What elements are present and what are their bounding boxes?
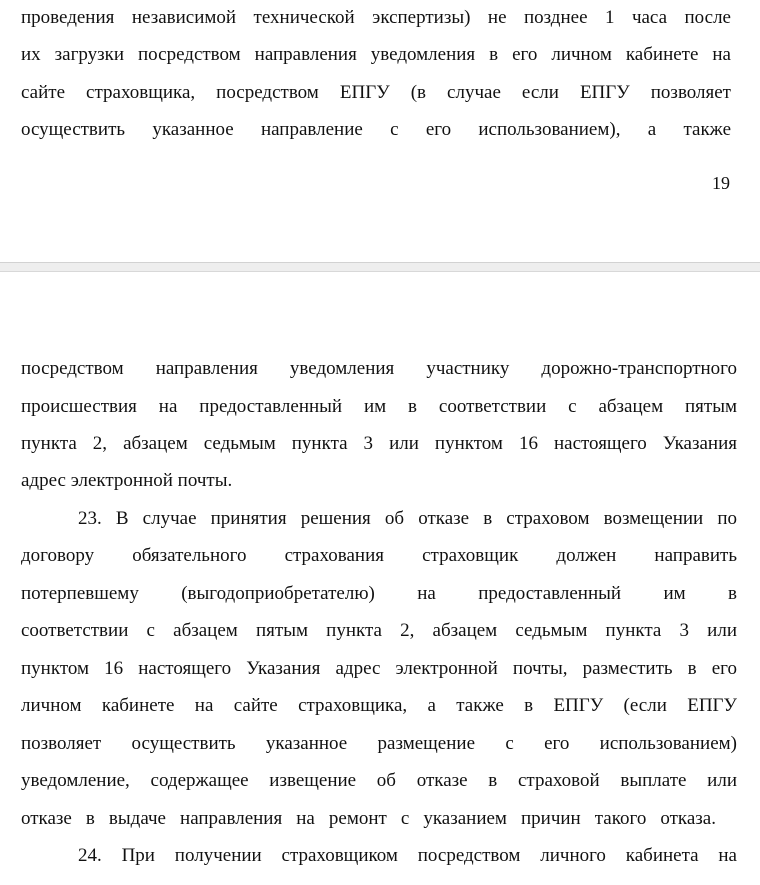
page-number: 19 [712, 173, 730, 193]
page-separator [0, 262, 760, 272]
text-line: позволяет осуществить указанное размещение с его использованием) [21, 733, 737, 754]
document-page-bottom [0, 272, 760, 885]
text-line: посредством направления уведомления участнику дорожно-транспортного [21, 358, 737, 379]
text-line: происшествия на предоставленный им в соответствии с абзацем пятым [21, 396, 737, 417]
text-line: отказе в выдаче направления на ремонт с указанием причин такого отказа. [21, 808, 716, 829]
paragraph-start-23: 23. В случае принятия решения об отказе в страховом возмещении по [78, 508, 737, 529]
text-line: соответствии с абзацем пятым пункта 2, абзацем седьмым пункта 3 или [21, 620, 737, 641]
document-page-top [0, 0, 760, 262]
text-line: проведения независимой технической экспертизы) не позднее 1 часа после [21, 7, 731, 28]
text-line: пунктом 16 настоящего Указания адрес электронной почты, разместить в его [21, 658, 737, 679]
text-line: пункта 2, абзацем седьмым пункта 3 или пунктом 16 настоящего Указания [21, 433, 737, 454]
text-line: их загрузки посредством направления уведомления в его личном кабинете на [21, 44, 731, 65]
paragraph-start-24: 24. При получении страховщиком посредством личного кабинета на [78, 845, 737, 866]
text-line: осуществить указанное направление с его использованием), а также [21, 119, 731, 140]
text-line: сайте страховщика, посредством ЕПГУ (в случае если ЕПГУ позволяет [21, 82, 731, 103]
text-line: личном кабинете на сайте страховщика, а также в ЕПГУ (если ЕПГУ [21, 695, 737, 716]
text-line: адрес электронной почты. [21, 470, 233, 491]
text-line: потерпевшему (выгодоприобретателю) на предоставленный им в [21, 583, 737, 604]
text-line: договору обязательного страхования страховщик должен направить [21, 545, 737, 566]
text-line: уведомление, содержащее извещение об отказе в страховой выплате или [21, 770, 737, 791]
